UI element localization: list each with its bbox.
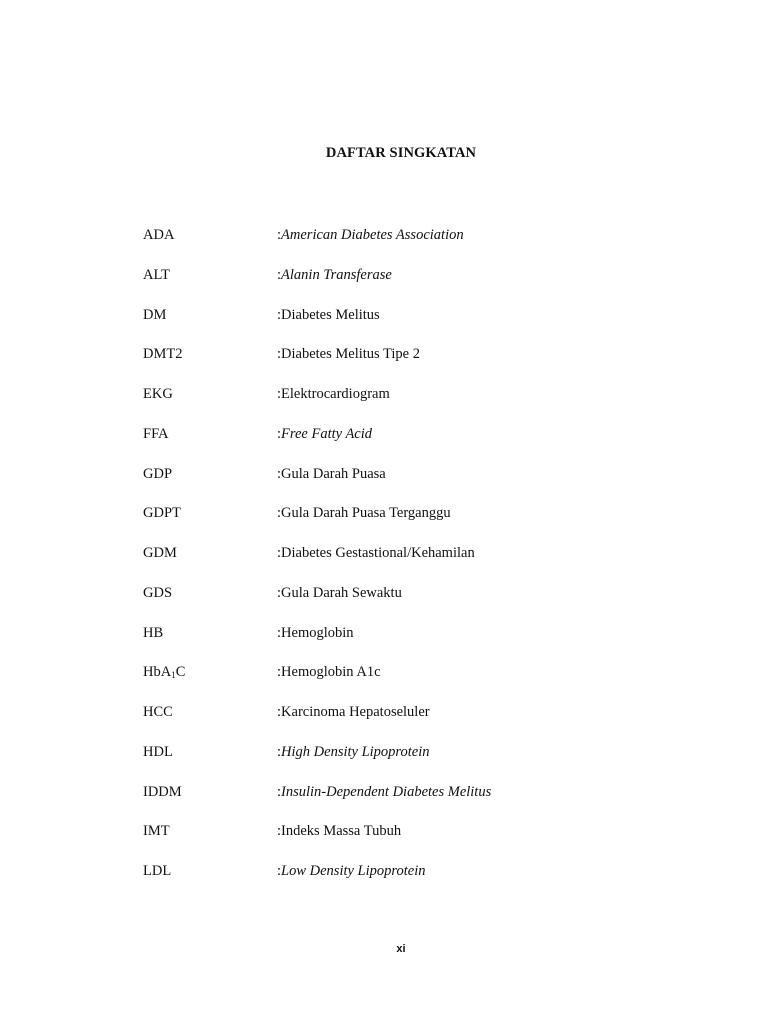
abbreviation-term: GDS bbox=[143, 584, 173, 601]
abbreviation-row bbox=[143, 463, 703, 503]
abbreviation-term-tail: C bbox=[175, 664, 186, 681]
definition-separator: : bbox=[277, 425, 282, 442]
definition-text: Gula Darah Puasa bbox=[281, 465, 386, 482]
abbreviation-row bbox=[143, 661, 703, 701]
abbreviation-row bbox=[143, 741, 703, 781]
abbreviation-definition bbox=[277, 701, 430, 723]
page-title: DAFTAR SINGKATAN bbox=[325, 145, 477, 161]
abbreviation-definition bbox=[277, 820, 401, 842]
abbreviation-term: GDM bbox=[143, 545, 177, 561]
abbreviation-row bbox=[143, 224, 703, 264]
abbreviation-term-main: HbA bbox=[143, 664, 172, 681]
abbreviation-list bbox=[143, 224, 703, 900]
definition-separator: : bbox=[277, 584, 282, 601]
definition-separator: : bbox=[277, 823, 282, 840]
definition-text: Gula Darah Sewaktu bbox=[281, 584, 402, 601]
definition-text: Gula Darah Puasa Terganggu bbox=[281, 505, 451, 522]
definition-text: Diabetes Melitus bbox=[281, 306, 380, 323]
abbreviation-row bbox=[143, 304, 703, 344]
definition-separator: : bbox=[277, 266, 282, 283]
abbreviation-definition bbox=[277, 781, 491, 803]
abbreviation-term: ALT bbox=[143, 266, 170, 283]
abbreviation-row bbox=[143, 781, 703, 821]
definition-text: American Diabetes Association bbox=[281, 227, 464, 243]
abbreviation-term: GDPT bbox=[143, 505, 181, 522]
abbreviation-row bbox=[143, 264, 703, 304]
abbreviation-row bbox=[143, 423, 703, 463]
definition-separator: : bbox=[277, 863, 282, 879]
abbreviation-row bbox=[143, 701, 703, 741]
abbreviation-definition bbox=[277, 741, 430, 763]
abbreviation-row bbox=[143, 542, 703, 582]
definition-text: Karcinoma Hepatoseluler bbox=[281, 704, 430, 720]
abbreviation-definition bbox=[277, 423, 372, 445]
abbreviation-row bbox=[143, 582, 703, 622]
definition-text: High Density Lipoprotein bbox=[281, 743, 430, 760]
definition-separator: : bbox=[277, 664, 282, 681]
abbreviation-definition bbox=[277, 661, 381, 683]
definition-text: Hemoglobin A1c bbox=[281, 664, 381, 681]
abbreviation-definition bbox=[277, 343, 420, 365]
abbreviation-definition bbox=[277, 582, 402, 604]
abbreviation-definition bbox=[277, 383, 390, 405]
definition-text: Hemoglobin bbox=[281, 624, 354, 641]
abbreviation-term bbox=[143, 661, 185, 683]
definition-text: Indeks Massa Tubuh bbox=[281, 823, 402, 840]
abbreviation-row bbox=[143, 860, 703, 900]
definition-separator: : bbox=[277, 783, 282, 800]
abbreviation-row bbox=[143, 820, 703, 860]
abbreviation-term: HCC bbox=[143, 704, 173, 720]
abbreviation-definition bbox=[277, 502, 451, 524]
definition-text: Elektrocardiogram bbox=[281, 386, 390, 402]
definition-text: Diabetes Gestastional/Kehamilan bbox=[281, 545, 475, 561]
abbreviation-row bbox=[143, 343, 703, 383]
abbreviation-row bbox=[143, 383, 703, 423]
abbreviation-term: FFA bbox=[143, 425, 169, 442]
definition-separator: : bbox=[277, 624, 282, 641]
definition-separator: : bbox=[277, 386, 282, 402]
definition-text: Free Fatty Acid bbox=[281, 425, 373, 442]
definition-text: Low Density Lipoprotein bbox=[281, 863, 426, 879]
abbreviation-row bbox=[143, 622, 703, 662]
abbreviation-term: IMT bbox=[143, 823, 170, 840]
definition-separator: : bbox=[277, 743, 282, 760]
abbreviation-term: HB bbox=[143, 624, 164, 641]
abbreviation-row bbox=[143, 502, 703, 542]
definition-separator: : bbox=[277, 545, 282, 561]
abbreviation-term: LDL bbox=[143, 863, 172, 879]
definition-separator: : bbox=[277, 306, 282, 323]
definition-text: Insulin-Dependent Diabetes Melitus bbox=[281, 783, 492, 800]
abbreviation-term: DMT2 bbox=[143, 346, 183, 363]
definition-text: Diabetes Melitus Tipe 2 bbox=[281, 346, 420, 363]
abbreviation-definition bbox=[277, 542, 475, 564]
abbreviation-term: ADA bbox=[143, 227, 175, 243]
definition-separator: : bbox=[277, 505, 282, 522]
abbreviation-term: HDL bbox=[143, 743, 173, 760]
page-number: xi bbox=[396, 943, 406, 955]
abbreviation-term: EKG bbox=[143, 386, 173, 402]
definition-separator: : bbox=[277, 704, 282, 720]
abbreviation-definition bbox=[277, 304, 380, 326]
abbreviation-term-subscript: 1 bbox=[171, 670, 176, 681]
abbreviation-definition bbox=[277, 224, 464, 246]
abbreviation-definition bbox=[277, 463, 386, 485]
definition-separator: : bbox=[277, 346, 282, 363]
abbreviation-definition bbox=[277, 622, 354, 644]
abbreviation-definition bbox=[277, 264, 392, 286]
abbreviation-term: IDDM bbox=[143, 783, 182, 800]
abbreviation-definition bbox=[277, 860, 426, 882]
definition-separator: : bbox=[277, 465, 282, 482]
abbreviation-term: DM bbox=[143, 306, 167, 323]
definition-separator: : bbox=[277, 227, 282, 243]
abbreviation-term: GDP bbox=[143, 465, 173, 482]
definition-text: Alanin Transferase bbox=[281, 266, 392, 283]
